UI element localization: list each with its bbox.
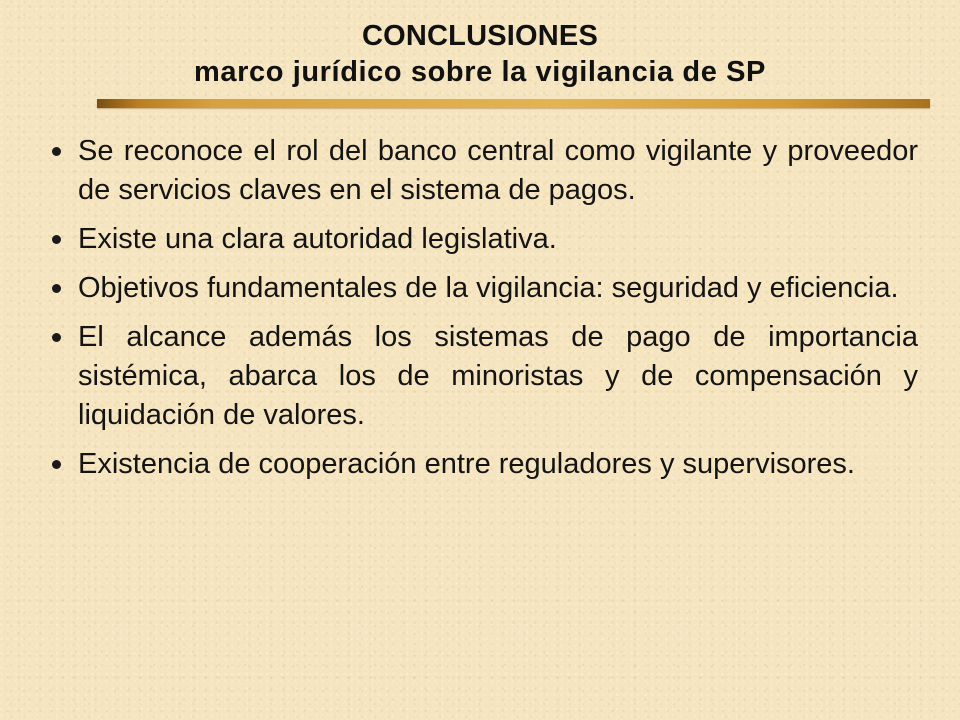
bullet-item [46,220,918,259]
bullet-dot-icon [52,460,61,469]
bullet-dot-icon [52,147,61,156]
bullet-item [46,445,918,484]
bullet-dot-icon [52,333,61,342]
bullet-text: Se reconoce el rol del banco central como vigilante y proveedor de servicios claves en el sistema de pagos. [78,135,918,206]
slide-subtitle: marco jurídico sobre la vigilancia de SP [194,56,766,88]
bullet-list [46,132,918,494]
bullet-dot-icon [52,235,61,244]
bullet-text: Objetivos fundamentales de la vigilancia: seguridad y eficiencia. [78,272,899,304]
bullet-text: Existencia de cooperación entre reguladores y supervisores. [78,448,855,480]
bullet-text: Existe una clara autoridad legislativa. [78,223,557,255]
slide-title: CONCLUSIONES [361,20,599,52]
bullet-text: El alcance además los sistemas de pago de importancia sistémica, abarca los de minoristas y de compensación y liquidación de valores. [78,321,918,431]
bullet-item [46,269,918,308]
slide-title-block [0,18,960,90]
bullet-item [46,132,918,210]
bullet-item [46,318,918,435]
title-divider [97,99,930,108]
bullet-dot-icon [52,284,61,293]
